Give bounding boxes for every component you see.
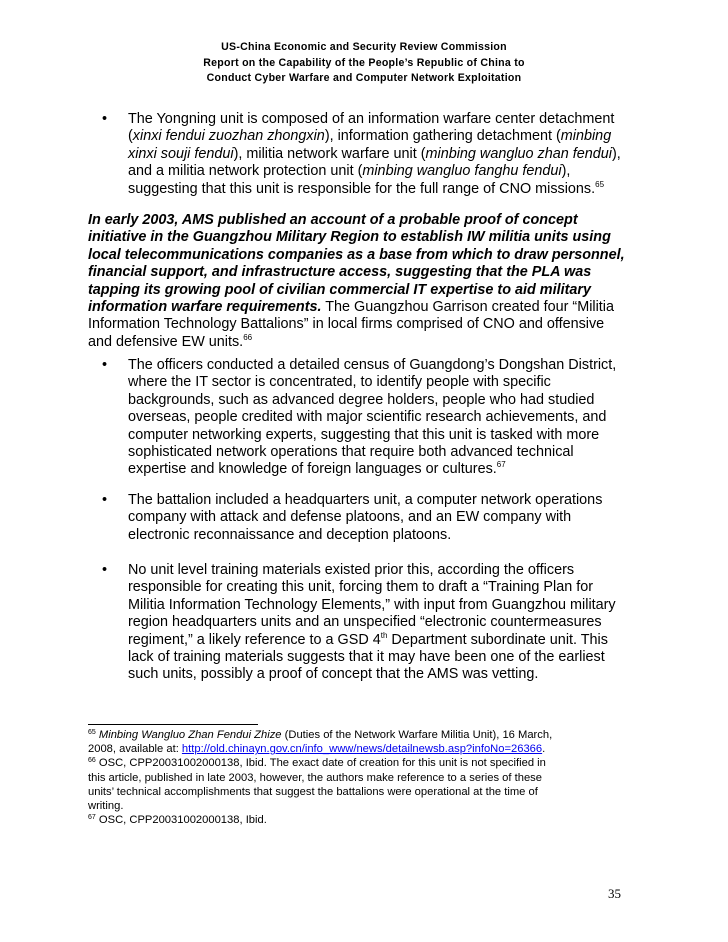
footnote-65: $^{65}$ Minbing Wangluo Zhan Fendui Zhize (Duties of the Network Warfare Militia Unit), 16 March, xyxy=(88,729,553,741)
bullet-yongning-unit: • The Yongning unit is composed of an information warfare center detachment (xinxi fendui zuozhan zhongxin), information gathering detachment (minbing xinxi souji fendui), militia network warfare unit (minbing wangluo zhan fendui), and a militia network protection unit (minbing wangluo fanghu fendui), suggesting that this unit is responsible for the full range of CNO missions.$^{65}$ xyxy=(102,111,621,197)
footnotes: $^{65}$ Minbing Wangluo Zhan Fendui Zhize (Duties of the Network Warfare Militia Unit), 16 March, 2008, available at: http://old.chinayn.gov.cn/info_www/news/detailnewsb.asp?infoNo=26366. $^{66}$ OSC, CPP20031002000138, Ibid. The exact date of creation for this unit is not specified in this article, published in late 2003, however, the authors make reference to a series of these units’ technical accomplishments that suggest the battalions were operational at the time of writing. $^{67}$ OSC, CPP20031002000138, Ibid. xyxy=(88,728,658,827)
footnote-65-link[interactable]: http://old.chinayn.gov.cn/info_www/news/detailnewsb.asp?infoNo=26366 xyxy=(181,743,543,756)
bullet-training-materials: • No unit level training materials existed prior this, according the officers responsible for creating this unit, forcing them to draft a “Training Plan for Militia Information Technology Elements,” with input from Guangzhou military region headquarters units and an unspecified “electronic countermeasures regiment,” a likely reference to a GSD 4th Department subordinate unit. This lack of training materials suggests that it may have been one of the earliest such units, possibly a proof of concept that the AMS was vetting. xyxy=(102,562,616,683)
header-line-3: Conduct Cyber Warfare and Computer Network Exploitation xyxy=(206,72,522,84)
paragraph-ams-2003: In early 2003, AMS published an account of a probable proof of concept initiative in the Guangzhou Military Region to establish IW militia units using local telecommunications companies as a base from which to draw personnel, financial support, and infrastructure access, suggesting that the PLA was tapping its growing pool of civilian commercial IT expertise to aid military information warfare requirements. The Guangzhou Garrison created four “Militia Information Technology Battalions” in local firms comprised of CNO and offensive and defensive EW units.$^{66}$ xyxy=(88,212,625,350)
bullet-dot: • xyxy=(102,492,108,508)
footnote-separator xyxy=(88,724,258,725)
footnote-67: $^{67}$ OSC, CPP20031002000138, Ibid. xyxy=(88,814,267,827)
header-line-2: Report on the Capability of the People’s Republic of China to xyxy=(203,56,525,69)
footnote-ref-67: 67 xyxy=(496,460,506,470)
bullet-census: • The officers conducted a detailed census of Guangdong’s Dongshan District, where the IT sector is concentrated, to identify people with specific backgrounds, such as advanced degree holders, people who had studied overseas, people credited with major scientific research achievements, and computer networking experts, suggesting that this unit is tasked with more sophisticated network operations that require both advanced technical expertise and knowledge of foreign languages or cultures.$^{67}$ xyxy=(102,357,617,478)
footnote-ref-66: 66 xyxy=(243,332,253,342)
footnote-ref-65: 65 xyxy=(595,179,605,189)
bullet-dot: • xyxy=(102,111,108,127)
bullet-dot: • xyxy=(102,357,108,373)
header-line-1: US-China Economic and Security Review Commission xyxy=(221,41,507,53)
bullet-battalion: • The battalion included a headquarters unit, a computer network operations company with attack and defense platoons, and an EW company with electronic reconnaissance and deception platoons. xyxy=(102,492,603,543)
running-header xyxy=(0,40,728,87)
bullet-dot: • xyxy=(102,562,108,578)
footnote-66: $^{66}$ OSC, CPP20031002000138, Ibid. The exact date of creation for this unit is not specified in xyxy=(88,757,546,770)
page-number: 35 xyxy=(608,886,621,901)
